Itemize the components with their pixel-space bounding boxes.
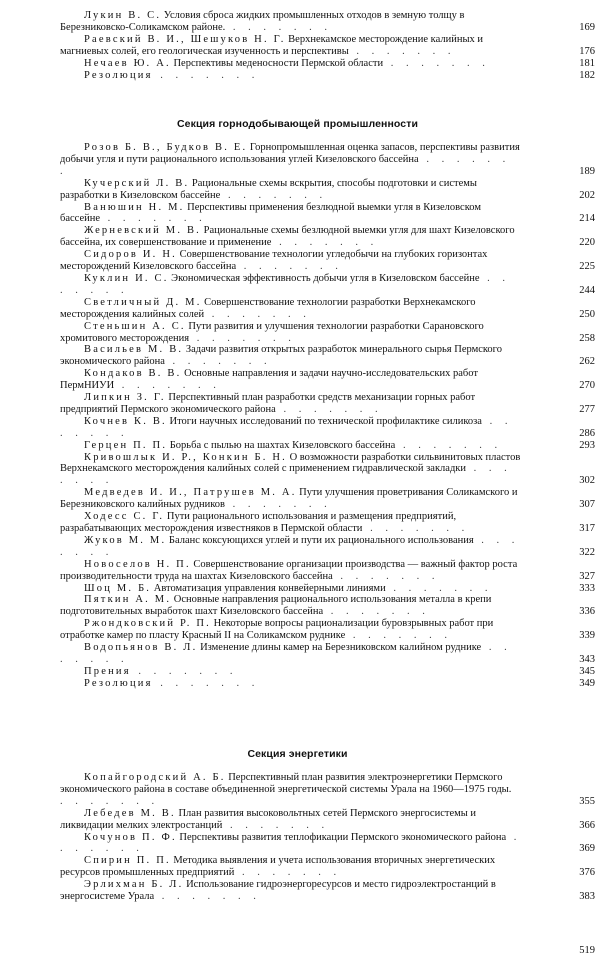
- entry-title: Использование гидроэнергоресурсов и место гидроэлектростанций в энергосистеме Урала: [60, 879, 496, 903]
- entry-title: Баланс коксующихся углей и пути их рационального использования: [166, 534, 474, 546]
- entry-author: Водопьянов В. Л.: [84, 642, 198, 654]
- top-entries: [0, 10, 595, 81]
- entry-page-number: 339: [579, 630, 595, 642]
- toc-entry: [60, 33, 595, 58]
- toc-entry: [60, 69, 595, 82]
- entry-text: [60, 202, 523, 226]
- entry-title: Перспективный план разработки средств механизации горных работ предприятий Пермского экономического района: [60, 392, 476, 415]
- entry-title: Задачи развития открытых разработок минерального сырья Пермского экономического района: [60, 344, 502, 368]
- entry-title: Горнопромышленная оценка запасов, перспективы развития добычи угля и пути рационального использования углей Кизеловского бассейна: [60, 142, 520, 165]
- entry-title: Рациональные схемы вскрытия, способы подготовки и системы разработки в Кизеловском бассейне: [60, 177, 477, 201]
- entry-title: Совершенствование технологии угледобычи на глубоких горизонтах месторождений Кизеловского бассейна: [60, 249, 488, 273]
- entry-author: Кочунов П. Ф.: [84, 831, 177, 843]
- section-title-energy: Секция энергетики: [247, 748, 348, 760]
- entry-page-number: 333: [579, 582, 595, 594]
- entry-text: [60, 855, 523, 879]
- entry-title: Некоторые вопросы рационализации буровзрывных работ при отработке камер по пласту Красный II на Соликамском руднике: [60, 618, 494, 642]
- toc-entry: [60, 392, 595, 416]
- leader-dots: . . . . . . .: [100, 213, 207, 225]
- entry-author: Медведев И. И., Патрушев М. А.: [84, 487, 297, 499]
- entry-page-number: 262: [579, 356, 595, 368]
- entry-title: Пути рационального использования и размещения предприятий, разрабатывающих месторождения известняков в Пермской области: [60, 511, 457, 534]
- leader-dots: . . . . . . .: [234, 867, 342, 879]
- entry-text: [60, 142, 523, 178]
- entry-page-number: 293: [579, 439, 595, 451]
- entry-page-number: 355: [579, 795, 595, 807]
- toc-entry: [60, 320, 595, 345]
- leader-dots: . . . . . . .: [385, 582, 493, 594]
- entry-author: Эрлихман Б. Л.: [84, 879, 184, 891]
- toc-entry: [60, 249, 595, 273]
- toc-entry: [60, 618, 595, 642]
- toc-entry: [60, 558, 595, 583]
- leader-dots: . . . . . . .: [225, 499, 332, 511]
- entry-text: [60, 416, 523, 440]
- entry-title: Борьба с пылью на шахтах Кизеловского бассейна: [167, 439, 396, 451]
- toc-entry: [60, 201, 595, 226]
- mining-section: [0, 118, 595, 690]
- leader-dots: . . . . . . .: [220, 189, 328, 201]
- entry-title: Перспективы развития теплофикации Пермского экономического района: [176, 831, 507, 843]
- entry-title: Совершенствование технологии разработки Верхнекамского месторождения калийных солей: [60, 296, 476, 320]
- entry-text: [60, 368, 523, 392]
- toc-entry: [60, 594, 595, 618]
- toc-entry: [60, 225, 595, 249]
- entry-author: Липкин З. Г.: [84, 392, 166, 404]
- entry-title: Основные направления рационального использования металла в крепи подготовительных выработок шахт Кизеловского бассейна: [60, 594, 492, 618]
- toc-entry: [60, 487, 595, 511]
- toc-entry: [60, 368, 595, 392]
- entry-page-number: 176: [579, 45, 595, 57]
- leader-dots: . . . . . . .: [323, 606, 430, 618]
- entry-title: Изменение длины камер на Березниковском калийном руднике: [197, 642, 482, 654]
- entry-author: Кочнев К. В.: [84, 415, 167, 427]
- entry-page-number: 220: [579, 237, 595, 249]
- entry-title: Рациональные схемы безлюдной выемки угля для шахт Кизеловского бассейна, их совершенствование и применение: [60, 225, 515, 249]
- leader-dots: . . . . . . .: [332, 570, 440, 582]
- leader-dots: . . . . . . .: [345, 630, 453, 642]
- entry-page-number: 250: [579, 308, 595, 320]
- entry-title: Пути развития и улучшения технологии разработки Сарановского хромитового месторождения: [60, 320, 484, 344]
- entry-page-number: 202: [579, 189, 595, 201]
- entry-text: [60, 297, 523, 321]
- entry-author: Светличный Д. М.: [84, 296, 202, 308]
- leader-dots: . . . . . . .: [348, 45, 456, 57]
- toc-entry: [60, 831, 595, 856]
- toc-entry: [60, 677, 595, 690]
- toc-entry: [60, 451, 595, 488]
- entry-text: [60, 487, 523, 511]
- toc-entry: [60, 642, 595, 666]
- entry-page-number: 366: [579, 819, 595, 831]
- entry-author: Куклин И. С.: [84, 272, 169, 284]
- entry-title: План развития высоковольтных сетей Пермского энергосистемы и ликвидации мелких электростанций: [60, 807, 477, 831]
- leader-dots: . . . . . . .: [222, 819, 330, 831]
- entry-text: [60, 440, 523, 452]
- leader-dots: . . . . . . .: [130, 665, 238, 677]
- toc-entry: [60, 177, 595, 202]
- entry-page-number: 258: [579, 332, 595, 344]
- entry-page-number: 169: [579, 21, 595, 33]
- energy-section: [0, 748, 595, 903]
- entry-title: Основные направления и задачи научно-исследовательских работ ПермНИУИ: [60, 368, 478, 392]
- leader-dots: . . . . . . .: [60, 153, 511, 177]
- leader-dots: . . . . . . .: [204, 308, 311, 320]
- leader-dots: . . . . . . .: [275, 403, 383, 415]
- page-number: 519: [579, 945, 595, 956]
- toc-entry: [60, 415, 595, 440]
- entry-page-number: 286: [579, 427, 595, 439]
- entry-title: Экономическая эффективность добычи угля в Кизеловском бассейне: [168, 272, 480, 284]
- entry-page-number: 270: [579, 380, 595, 392]
- toc-entry: [60, 772, 595, 808]
- entry-author: Кучерский Л. В.: [84, 177, 190, 189]
- toc-entry: [60, 272, 595, 297]
- leader-dots: . . . . . . .: [60, 463, 512, 487]
- leader-dots: . . . . . . .: [164, 356, 272, 368]
- entry-text: [60, 772, 523, 808]
- entry-page-number: 182: [579, 69, 595, 81]
- entry-text: [60, 273, 523, 297]
- entry-page-number: 322: [579, 546, 595, 558]
- leader-dots: . . . . . . .: [154, 891, 261, 903]
- entry-text: [60, 344, 523, 368]
- entry-title: О возможности разработки сильвинитовых пластов Верхнекамского месторождения калийных солей с применением гидравлической закладки: [60, 451, 521, 475]
- toc-entry: [60, 511, 595, 535]
- entry-title: Итоги научных исследований по технической профилактике силикоза: [166, 415, 482, 427]
- leader-dots: . . . . . . .: [395, 439, 503, 451]
- entry-page-number: 302: [579, 475, 595, 487]
- entry-page-number: 307: [579, 499, 595, 511]
- leader-dots: . . . . . . .: [114, 380, 221, 392]
- section-title-mining: Секция горнодобывающей промышленности: [176, 118, 419, 130]
- entry-page-number: 369: [579, 843, 595, 855]
- leader-dots: . . . . . . .: [60, 534, 520, 558]
- entry-page-number: 383: [579, 891, 595, 903]
- entry-text: [60, 452, 523, 488]
- entry-text: [60, 678, 523, 690]
- entry-text: [60, 618, 523, 642]
- entry-page-number: 181: [579, 57, 595, 69]
- entry-page-number: 345: [579, 665, 595, 677]
- entry-author: Жуков М. М.: [84, 534, 167, 546]
- entry-text: [60, 58, 523, 70]
- entry-text: [60, 832, 523, 856]
- leader-dots: . . . . . . .: [60, 795, 160, 807]
- entry-page-number: 225: [579, 261, 595, 273]
- entry-author: Резолюция: [84, 677, 153, 689]
- leader-dots: . . . . . . .: [60, 272, 511, 296]
- entry-author: Ржондковский Р. П.: [84, 618, 211, 630]
- entry-text: [60, 879, 523, 903]
- entry-text: [60, 808, 523, 832]
- entry-page-number: 244: [579, 284, 595, 296]
- entry-page-number: 189: [579, 165, 595, 177]
- entry-title: Перспективы меденосности Пермской области: [170, 57, 384, 69]
- entry-page-number: 349: [579, 677, 595, 689]
- entry-text: [60, 178, 523, 202]
- entry-text: [60, 666, 523, 678]
- toc-entry: [60, 534, 595, 559]
- entry-page-number: 214: [579, 213, 595, 225]
- entry-title: Пути улучшения проветривания Соликамского и Березниковского калийных рудников: [60, 487, 518, 511]
- entry-text: [60, 70, 523, 82]
- leader-dots: . . . . . . .: [60, 415, 513, 439]
- entry-text: [60, 34, 523, 58]
- entry-page-number: 327: [579, 570, 595, 582]
- leader-dots: . . . . . . .: [225, 21, 333, 33]
- toc-entry: [60, 142, 595, 178]
- entry-title: Перспективный план развития электроэнергетики Пермского экономического района в составе объединенной энергетической системы Урала на 1960—1975 годы.: [60, 772, 512, 795]
- entry-author: Спирин П. П.: [84, 855, 171, 867]
- toc-entry: [60, 807, 595, 832]
- toc-entry: [60, 879, 595, 903]
- entry-page-number: 317: [579, 523, 595, 534]
- entry-text: [60, 511, 523, 535]
- entry-text: [60, 594, 523, 618]
- entry-author: Кондаков В. В.: [84, 368, 182, 380]
- entry-author: Шоц М. Б.: [84, 582, 152, 594]
- entry-author: Ходесс С. Г.: [84, 511, 165, 523]
- entry-title: Методика выявления и учета использования вторичных энергетических ресурсов промышленных предприятий: [60, 855, 496, 879]
- entry-text: [60, 559, 523, 583]
- leader-dots: . . . . . . .: [362, 523, 470, 534]
- entry-page-number: 336: [579, 606, 595, 618]
- entry-author: Розов Б. В., Будков В. Е.: [84, 142, 248, 153]
- entry-title: Условия сброса жидких промышленных отходов в земную толщу в Березниковско-Соликамском районе.: [60, 10, 465, 33]
- leader-dots: . . . . . . .: [60, 642, 512, 665]
- entry-text: [60, 392, 523, 416]
- entry-author: Прения: [84, 665, 131, 677]
- entry-text: [60, 583, 523, 595]
- toc-entry: [60, 344, 595, 368]
- entry-author: Лукин В. С.: [84, 10, 162, 21]
- toc-entry: [60, 665, 595, 678]
- leader-dots: . . . . . . .: [236, 261, 343, 273]
- toc-entry: [60, 10, 595, 34]
- entry-title: Автоматизация управления конвейерными линиями: [151, 582, 386, 594]
- toc-entry: [60, 582, 595, 595]
- entry-text: [60, 10, 523, 34]
- leader-dots: . . . . . . .: [60, 831, 522, 855]
- entry-author: Кривошлык И. Р., Конкин Б. Н.: [84, 451, 287, 463]
- entry-title: Совершенствование организации производства — важный фактор роста производительности труда на шахтах Кизеловского бассейна: [60, 558, 518, 582]
- entry-page-number: 277: [579, 403, 595, 415]
- entry-author: Раевский В. И., Шешуков Н. Г.: [84, 33, 286, 45]
- entry-author: Копайгородский А. Б.: [84, 772, 226, 783]
- entry-author: Сидоров И. Н.: [84, 249, 177, 261]
- toc-entry: [60, 439, 595, 452]
- entry-author: Резолюция: [84, 69, 153, 81]
- leader-dots: . . . . . . .: [271, 237, 379, 249]
- entry-page-number: 343: [579, 653, 595, 665]
- entry-author: Жерневский М. В.: [84, 225, 202, 237]
- entry-title: Перспективы применения безлюдной выемки угля в Кизеловском бассейне: [60, 201, 481, 225]
- leader-dots: . . . . . . .: [152, 69, 260, 81]
- entry-author: Стеньшин А. С.: [84, 320, 186, 332]
- entry-text: [60, 642, 523, 666]
- toc-entry: [60, 296, 595, 321]
- leader-dots: . . . . . . .: [189, 332, 296, 344]
- leader-dots: . . . . . . .: [383, 57, 490, 69]
- entry-author: Нечаев Ю. А.: [84, 57, 171, 69]
- entry-author: Герцен П. П.: [84, 439, 168, 451]
- toc-entry: [60, 855, 595, 879]
- entry-author: Новоселов Н. П.: [84, 558, 191, 570]
- toc-entry: [60, 57, 595, 70]
- entry-title: Верхнекамское месторождение калийных и магниевых солей, его геологическая изученность и перспективы: [60, 33, 484, 57]
- leader-dots: . . . . . . .: [152, 677, 260, 689]
- entry-author: Ванюшин Н. М.: [84, 201, 185, 213]
- entry-author: Пяткин А. М.: [84, 594, 172, 606]
- entry-author: Лебедев М. В.: [84, 807, 176, 819]
- entry-author: Васильев М. В.: [84, 344, 184, 356]
- entry-text: [60, 321, 523, 345]
- entry-text: [60, 249, 523, 273]
- entry-text: [60, 225, 523, 249]
- entry-text: [60, 535, 523, 559]
- entry-page-number: 376: [579, 867, 595, 879]
